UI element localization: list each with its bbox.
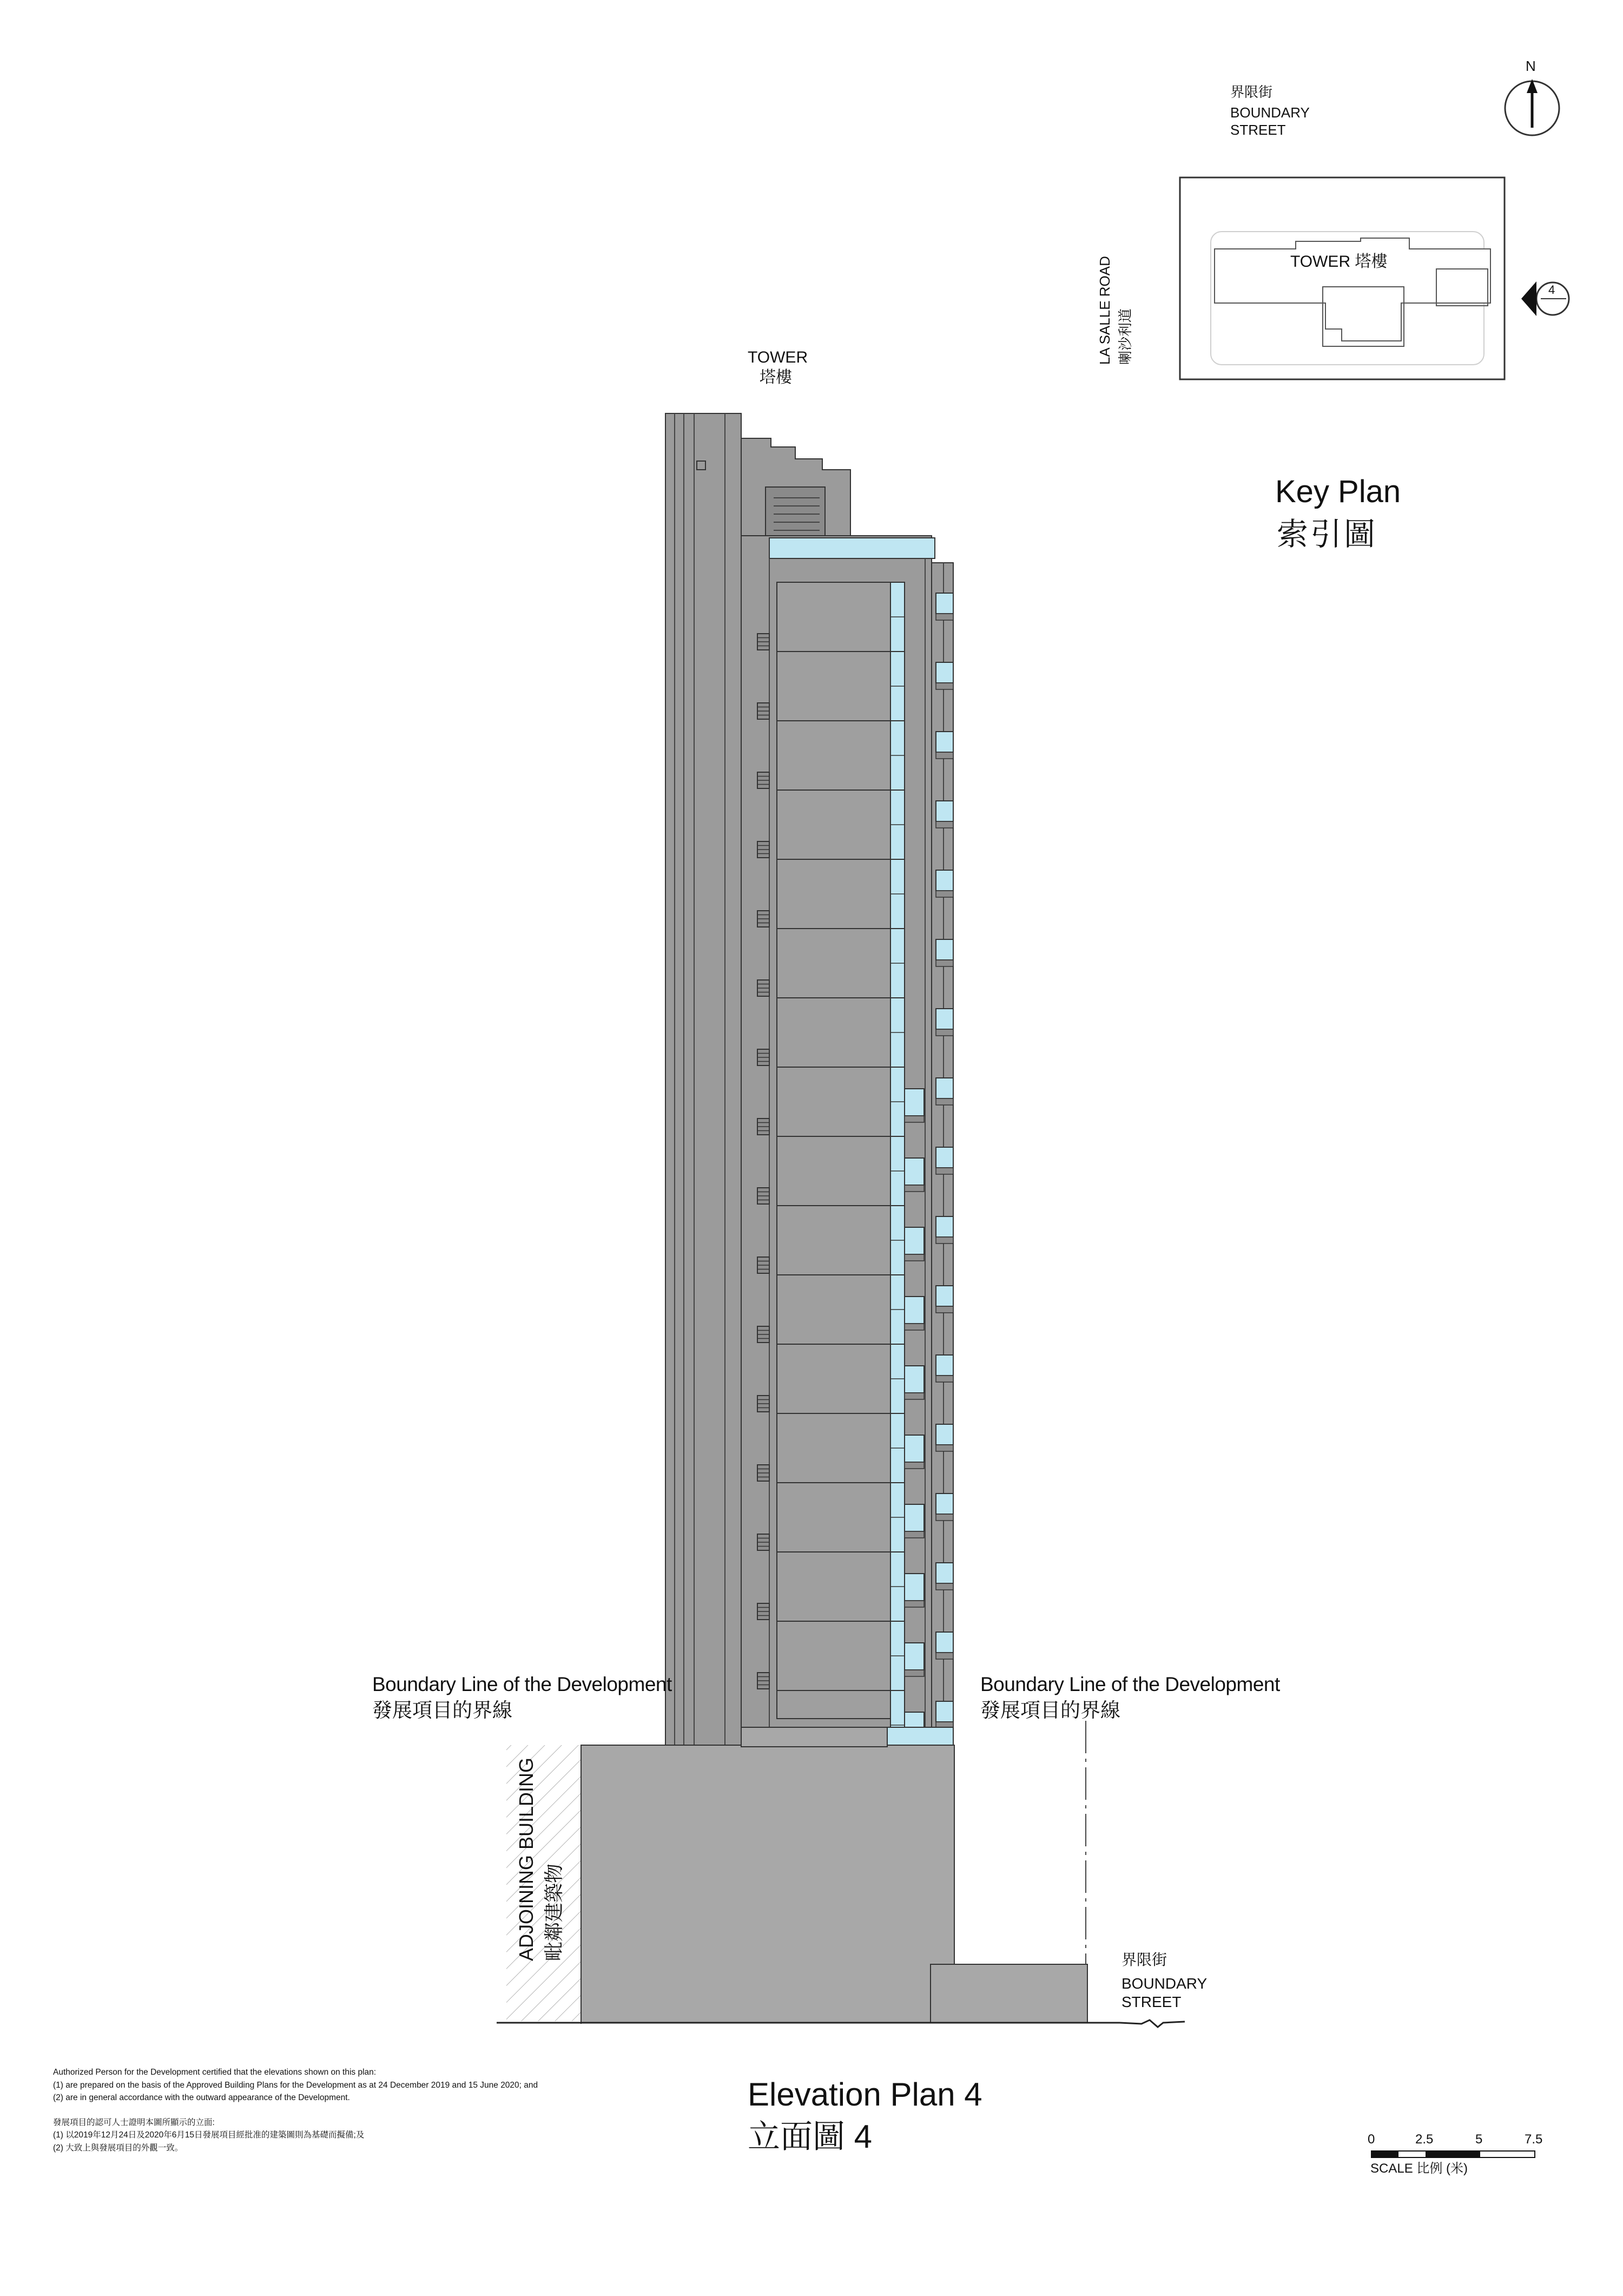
- key-plan-street-top-en-1: BOUNDARY: [1230, 104, 1310, 121]
- scale-tick-7-5: 7.5: [1525, 2132, 1543, 2147]
- drawing-title-zh: 立面圖 4: [748, 2119, 873, 2155]
- balcony-rail: [936, 960, 953, 966]
- key-plan-title-zh: 索引圖: [1277, 517, 1378, 552]
- balcony-glass: [936, 1632, 953, 1653]
- balcony-glass: [936, 1147, 953, 1168]
- balcony-rail: [936, 1029, 953, 1036]
- key-plan-title-en: Key Plan: [1275, 474, 1401, 509]
- elevation-view: [497, 413, 1185, 2027]
- balcony-rail: [936, 1098, 953, 1105]
- north-label: N: [1526, 58, 1536, 74]
- tower-core: [665, 413, 741, 1748]
- balcony-glass: [936, 1216, 953, 1237]
- balcony-glass: [936, 1701, 953, 1722]
- balcony-rail: [936, 683, 953, 689]
- secondary-rail: [905, 1462, 924, 1469]
- balcony-rail: [936, 614, 953, 620]
- balcony-rail: [936, 1168, 953, 1174]
- boundary-label-right-zh: 發展項目的界線: [980, 1699, 1120, 1721]
- balcony-rail: [936, 891, 953, 897]
- balcony-glass: [936, 662, 953, 683]
- balcony-glass: [936, 1563, 953, 1583]
- secondary-glazing: [905, 1158, 924, 1185]
- balcony-rail: [936, 821, 953, 828]
- secondary-rail: [905, 1324, 924, 1330]
- key-plan-road-left-en: LA SALLE ROAD: [1097, 256, 1113, 365]
- balcony-glass: [936, 732, 953, 752]
- tower-label-zh: 塔樓: [760, 369, 792, 386]
- balcony-rail: [936, 1445, 953, 1451]
- boundary-label-right-en: Boundary Line of the Development: [980, 1673, 1280, 1695]
- balcony-rail: [936, 1237, 953, 1244]
- secondary-glazing: [905, 1366, 924, 1393]
- note-zh-2: (1) 以2019年12月24日及2020年6月15日發展項目經批准的建築圖則為基礎而擬備;及: [53, 2130, 365, 2140]
- elevation-marker-label: 4: [1548, 283, 1555, 297]
- street-bottom-en-1: BOUNDARY: [1121, 1975, 1208, 1992]
- secondary-glazing: [905, 1504, 924, 1531]
- adjoining-building-en: ADJOINING BUILDING: [515, 1757, 537, 1961]
- secondary-glazing: [905, 1089, 924, 1116]
- note-en-1: Authorized Person for the Development certified that the elevations shown on this plan:: [53, 2068, 377, 2077]
- secondary-rail: [905, 1531, 924, 1538]
- certification-notes: [53, 2066, 538, 2154]
- balcony-rail: [936, 1306, 953, 1313]
- balcony-glass: [936, 1286, 953, 1306]
- note-zh-3: (2) 大致上與發展項目的外觀一致。: [53, 2143, 183, 2153]
- balcony-rail: [936, 752, 953, 759]
- tower-label-en: TOWER: [748, 348, 808, 366]
- street-bottom-zh: 界限街: [1121, 1951, 1167, 1968]
- note-en-3: (2) are in general accordance with the outward appearance of the Development.: [53, 2093, 350, 2103]
- balcony-rail: [936, 1514, 953, 1521]
- key-plan-street-top-en-2: STREET: [1230, 122, 1286, 138]
- balcony-glass: [936, 939, 953, 960]
- note-en-2: (1) are prepared on the basis of the Approved Building Plans for the Development as at 24 December 2019 and 15 June 2020; and: [53, 2080, 538, 2090]
- balcony-glass: [936, 1355, 953, 1376]
- balcony-glass: [936, 1494, 953, 1514]
- scale-tick-2-5: 2.5: [1415, 2132, 1434, 2147]
- scale-label: SCALE 比例 (米): [1370, 2161, 1468, 2176]
- low-wall-block: [931, 1964, 1087, 2023]
- north-arrow-icon: [1505, 79, 1559, 135]
- balcony-glass: [936, 593, 953, 614]
- elevation-marker-icon: [1521, 281, 1569, 316]
- drawing-title-en: Elevation Plan 4: [748, 2076, 982, 2113]
- key-plan-road-left-zh: 喇沙利道: [1117, 308, 1133, 365]
- secondary-glazing: [905, 1643, 924, 1670]
- ground-glazing: [887, 1727, 953, 1747]
- key-plan-tower-label: TOWER 塔樓: [1290, 253, 1388, 271]
- adjoining-building-zh: 毗鄰建築物: [543, 1863, 565, 1961]
- secondary-rail: [905, 1670, 924, 1676]
- balcony-rail: [936, 1376, 953, 1382]
- secondary-glazing: [905, 1574, 924, 1601]
- secondary-glazing: [905, 1297, 924, 1324]
- scale-tick-0: 0: [1368, 2132, 1375, 2147]
- balcony-glass: [936, 801, 953, 821]
- balcony-rail: [936, 1583, 953, 1590]
- secondary-rail: [905, 1393, 924, 1399]
- balcony-glass: [936, 1424, 953, 1445]
- secondary-rail: [905, 1185, 924, 1192]
- scale-tick-5: 5: [1475, 2132, 1483, 2147]
- street-bottom-en-2: STREET: [1121, 1994, 1182, 2010]
- secondary-rail: [905, 1601, 924, 1607]
- key-plan-street-top-zh: 界限街: [1230, 84, 1273, 100]
- boundary-label-left-zh: 發展項目的界線: [372, 1699, 512, 1721]
- balcony-glass: [936, 1078, 953, 1098]
- note-zh-1: 發展項目的認可人士證明本圖所顯示的立面:: [53, 2117, 215, 2127]
- boundary-label-left-en: Boundary Line of the Development: [372, 1673, 672, 1695]
- podium-block: [581, 1745, 954, 2023]
- secondary-glazing: [905, 1227, 924, 1254]
- secondary-rail: [905, 1254, 924, 1261]
- scale-bar: [1371, 2151, 1535, 2157]
- roof-glazing-band: [769, 538, 935, 558]
- secondary-glazing: [905, 1435, 924, 1462]
- balcony-glass: [936, 1009, 953, 1029]
- secondary-rail: [905, 1116, 924, 1122]
- balcony-rail: [936, 1653, 953, 1659]
- balcony-glass: [936, 870, 953, 891]
